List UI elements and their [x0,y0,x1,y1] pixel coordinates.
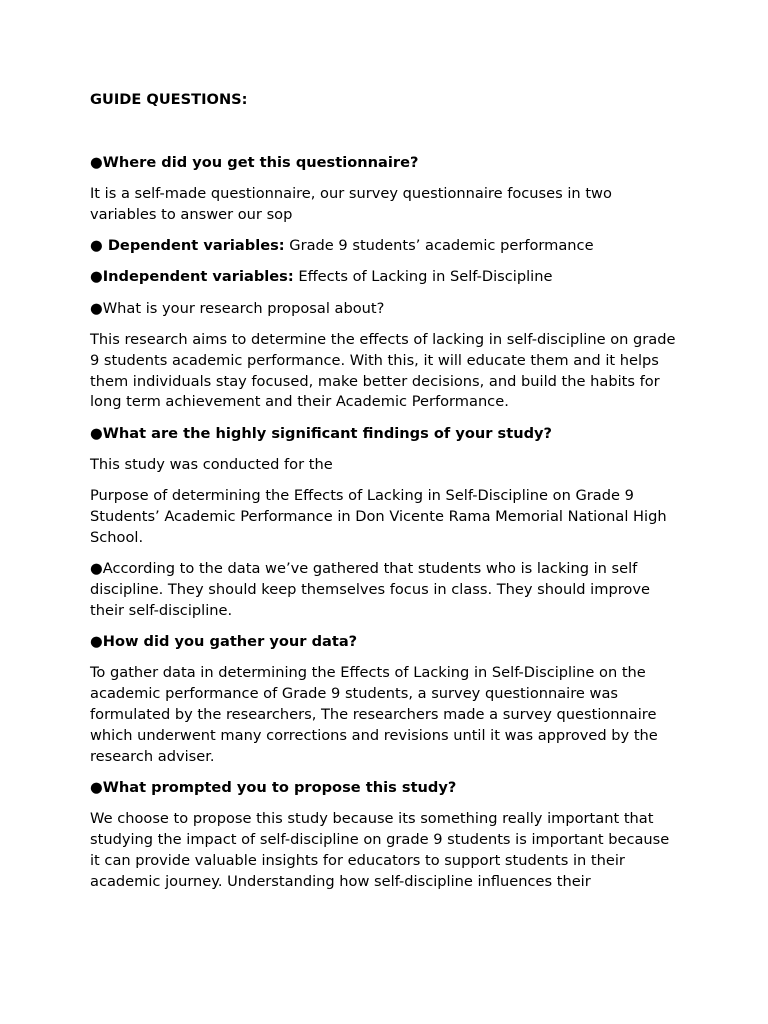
answer-gather: To gather data in determining the Effects of Lacking in Self-Discipline on the academic performance of Grade 9 students, a survey questionnaire was formulated by the researchers, The researchers made a survey questionnaire which underwent many corrections and revisions until it was approved by the research adviser. [90,664,658,765]
answer-findings-intro: This study was conducted for the [90,456,333,474]
question-proposal: ●What is your research proposal about? [90,299,385,317]
page-title: GUIDE QUESTIONS: [90,91,248,108]
independent-variables [90,267,682,288]
document-body [90,90,682,903]
dependent-variables-label: ● Dependent variables: [90,237,285,255]
answer-proposal: This research aims to determine the effects of lacking in self-discipline on grade 9 students academic performance. With this, it will educate them and it helps them individuals stay focused, make better decisions, and build the habits for long term achievement and their Academic Performance. [90,331,676,411]
answer-prompted: We choose to propose this study because its something really important that studying the impact of self-discipline on grade 9 students is important because it can provide valuable insights for educators to support students in their academic journey. Understanding how self-discipline influences their [90,810,670,890]
question-source: ●Where did you get this questionnaire? [90,153,419,171]
dependent-variables [90,236,682,257]
answer-findings-data: ●According to the data we’ve gathered that students who is lacking in self discipline. They should keep themselves focus in class. They should improve their self-discipline. [90,560,650,619]
answer-source: It is a self-made questionnaire, our survey questionnaire focuses in two variables to answer our sop [90,185,612,223]
answer-findings-purpose: Purpose of determining the Effects of Lacking in Self-Discipline on Grade 9 Students’ Academic Performance in Don Vicente Rama Memorial National High School. [90,487,667,546]
question-findings: ●What are the highly significant findings of your study? [90,424,553,442]
dependent-variables-value: Grade 9 students’ academic performance [284,237,594,255]
question-prompted: ●What prompted you to propose this study? [90,778,457,796]
independent-variables-value: Effects of Lacking in Self-Discipline [293,268,553,286]
question-gather: ●How did you gather your data? [90,633,358,651]
independent-variables-label: ●Independent variables: [90,268,294,286]
